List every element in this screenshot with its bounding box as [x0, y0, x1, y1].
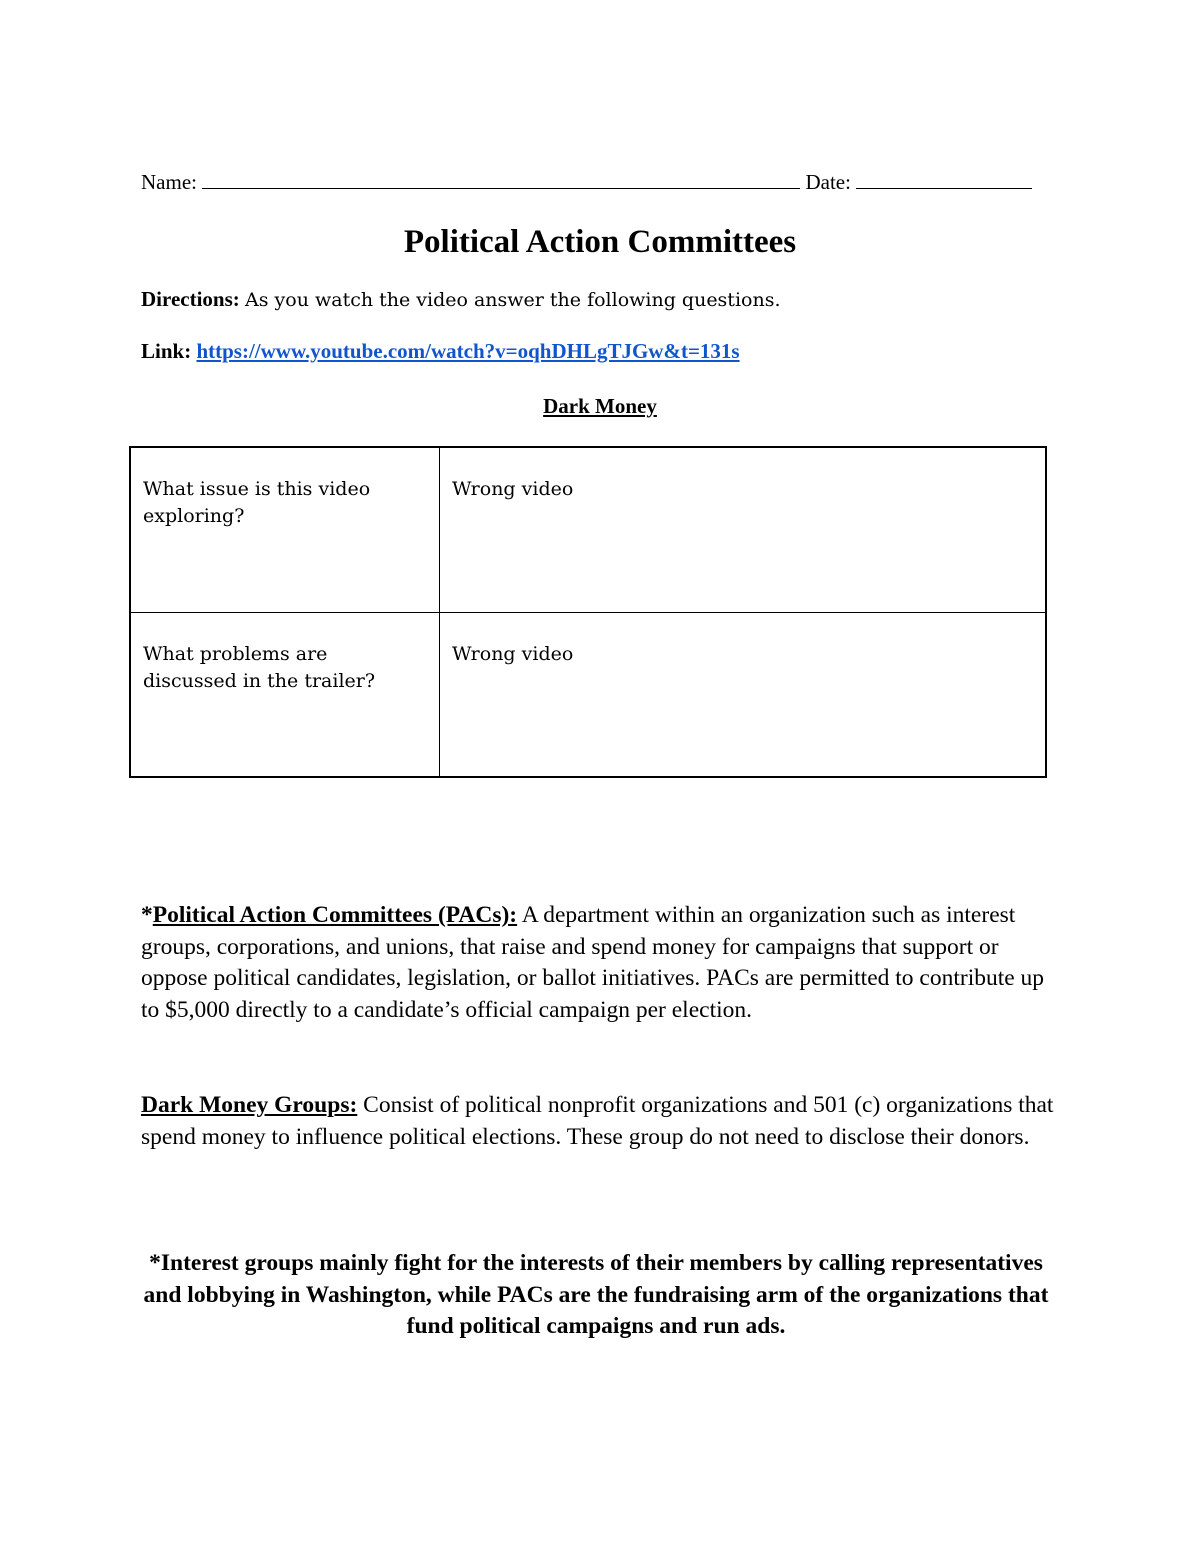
section-title: Dark Money [543, 394, 657, 418]
video-link[interactable]: https://www.youtube.com/watch?v=oqhDHLgTJGw&t=131s [196, 339, 740, 363]
directions-label: Directions: [141, 287, 240, 311]
answer-cell[interactable]: Wrong video [440, 447, 1047, 612]
date-field[interactable] [856, 170, 1032, 189]
directions [141, 287, 781, 312]
name-label: Name: [141, 170, 197, 194]
question-cell: What issue is this video exploring? [130, 447, 440, 612]
page-title: Political Action Committees [403, 224, 797, 260]
pacs-term: Political Action Committees (PACs): [152, 902, 518, 928]
dark-money-term: Dark Money Groups: [141, 1092, 358, 1118]
table-row [130, 612, 1046, 777]
date-label: Date: [805, 170, 851, 194]
question-table [129, 446, 1047, 778]
link-line [141, 339, 740, 364]
dark-money-text: Consist of political nonprofit organizations and 501 (c) organizations that spend money to influence political elections. These group do not need to disclose their donors. [141, 1092, 1054, 1150]
name-field[interactable] [202, 170, 800, 189]
pacs-definition [141, 900, 1061, 1026]
link-label: Link: [141, 339, 192, 363]
name-date-row [141, 170, 1032, 195]
question-cell: What problems are discussed in the trailer? [130, 612, 440, 777]
pacs-text: A department within an organization such as interest groups, corporations, and unions, that raise and spend money for campaigns that support or oppose political candidates, legislation, or ballot initiatives. PACs are permitted to contribute up to $5,000 directly to a candidate’s official campaign per election. [141, 902, 1045, 1023]
directions-text: As you watch the video answer the following questions. [245, 289, 781, 311]
pacs-prefix: * [141, 902, 153, 928]
answer-cell[interactable]: Wrong video [440, 612, 1047, 777]
summary-note: *Interest groups mainly fight for the interests of their members by calling representatives and lobbying in Washington, while PACs are the fundraising arm of the organizations that fund political campaigns and run ads. [143, 1250, 1049, 1339]
table-row [130, 447, 1046, 612]
dark-money-definition [141, 1090, 1061, 1153]
